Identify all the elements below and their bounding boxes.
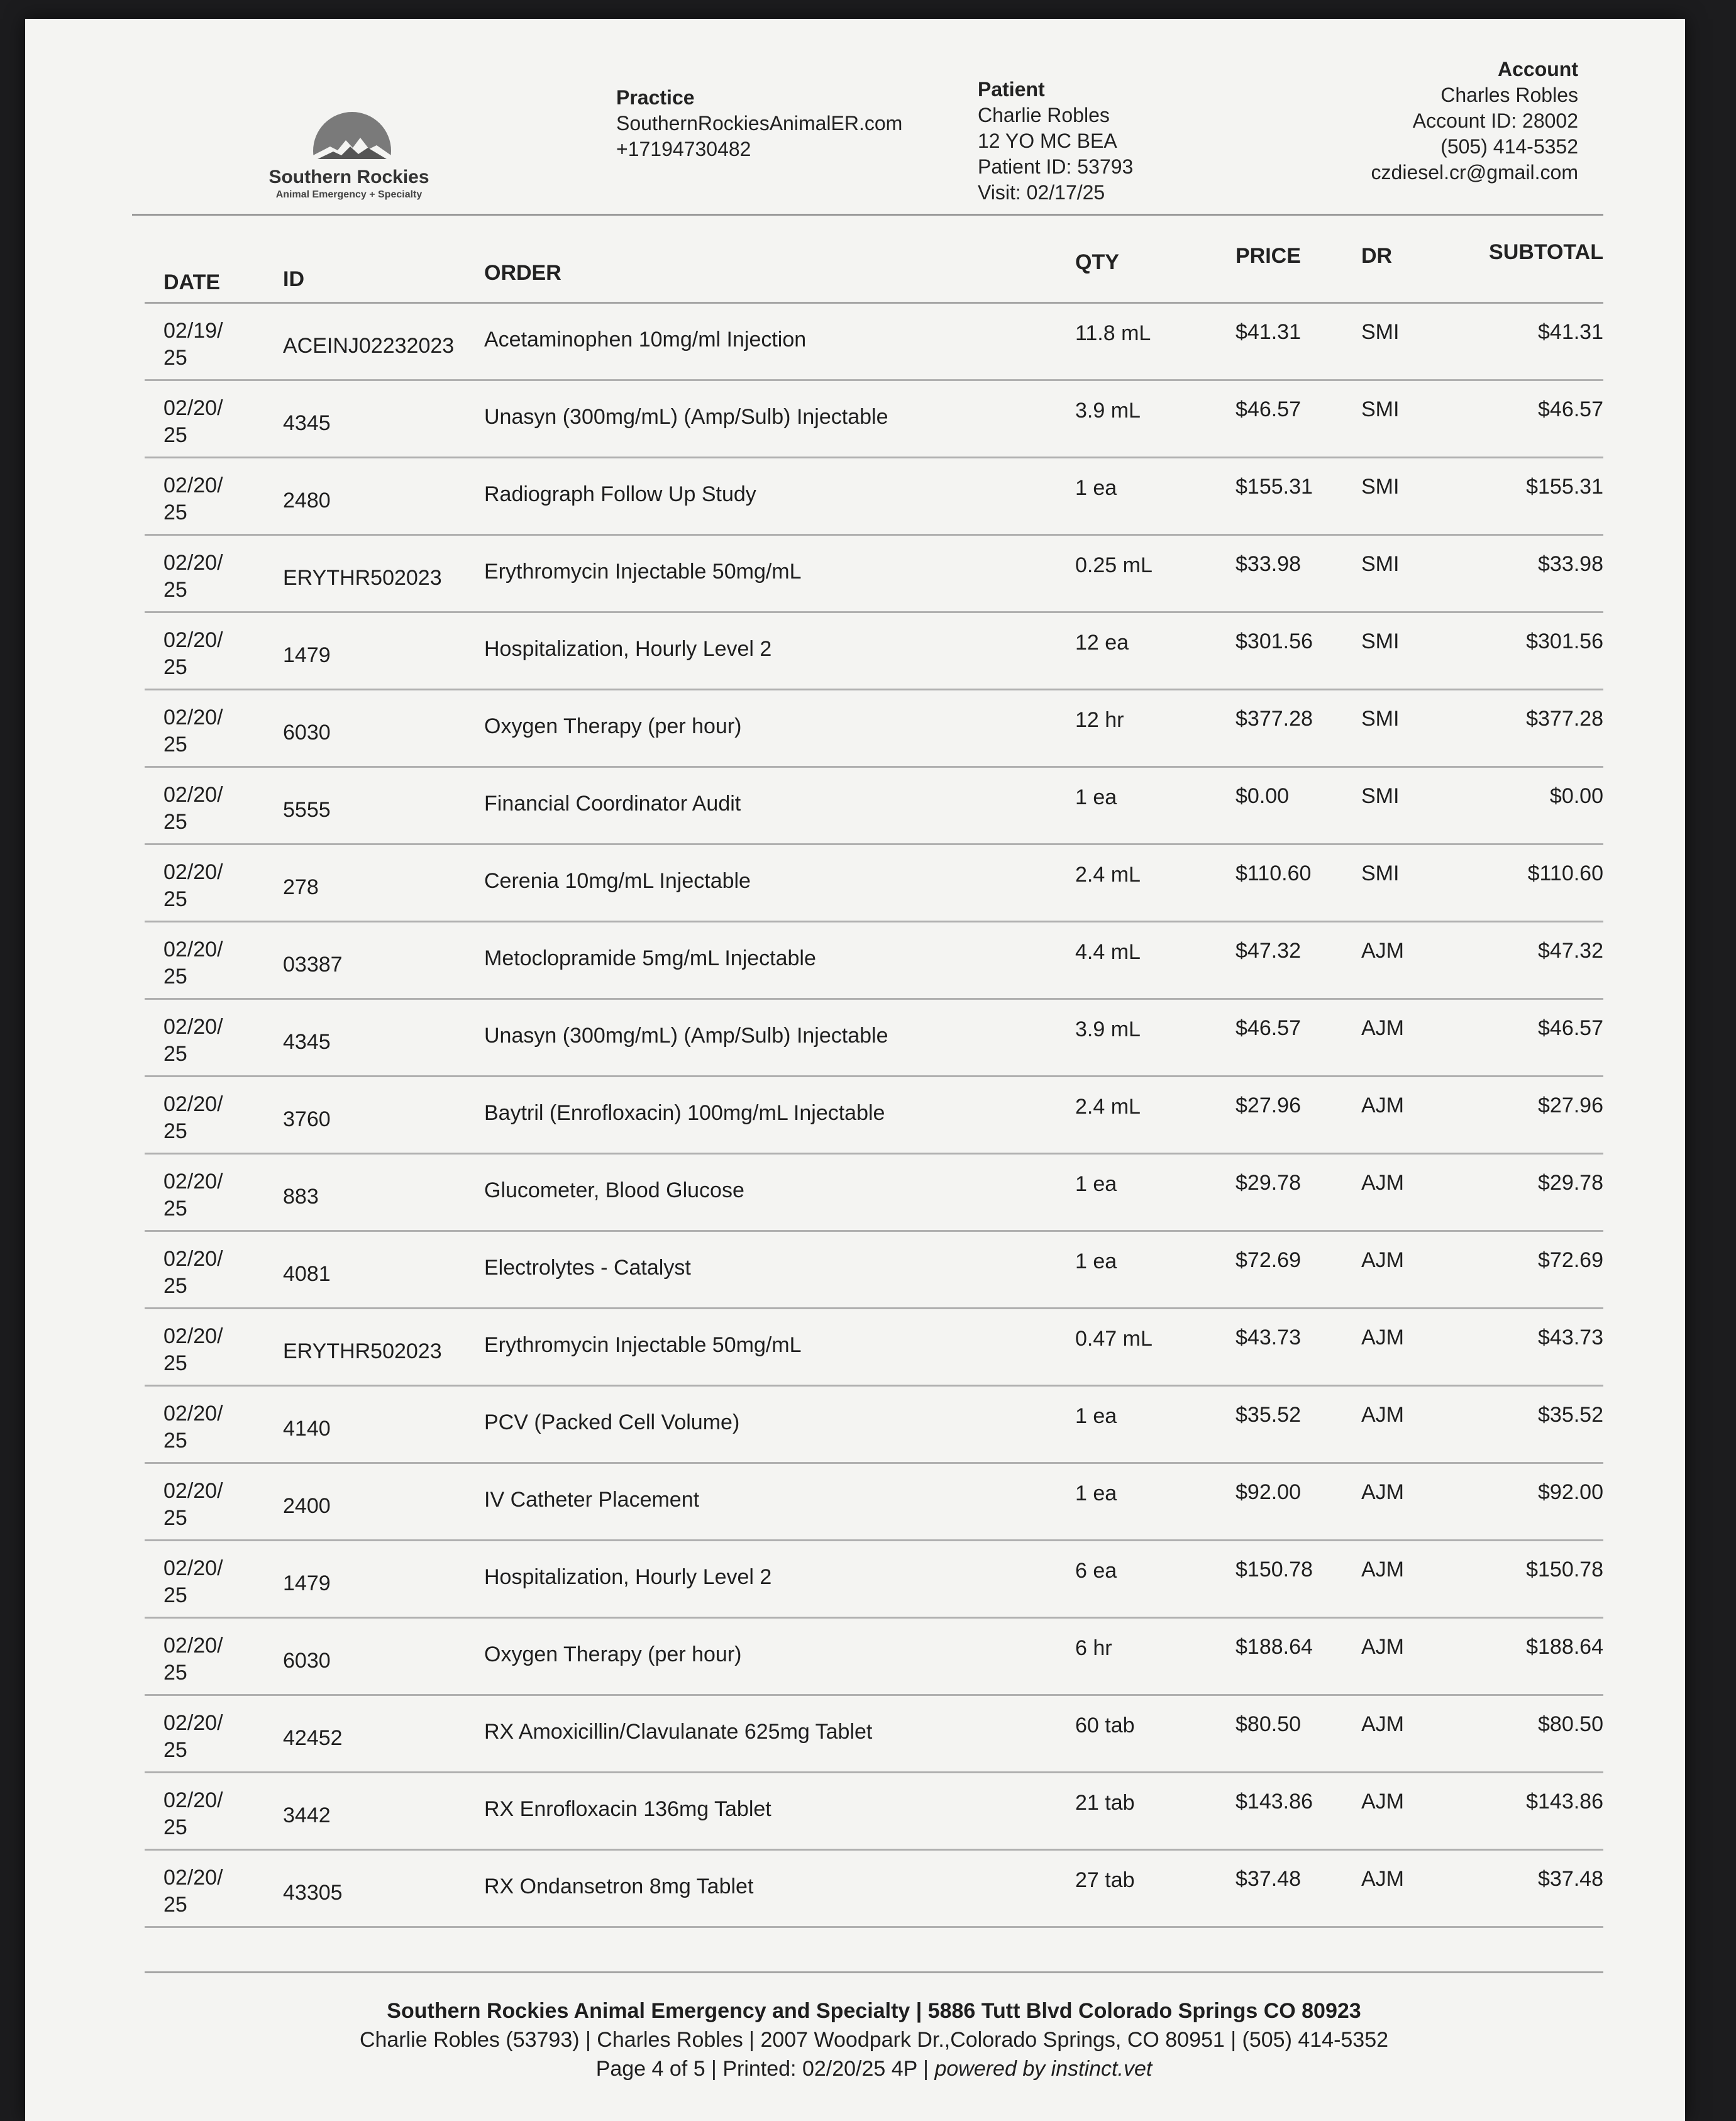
row-doctor: AJM	[1361, 1094, 1404, 1117]
row-date: 02/20/ 25	[163, 1711, 223, 1762]
row-doctor: AJM	[1361, 1480, 1404, 1504]
row-qty: 6 hr	[1075, 1636, 1112, 1660]
row-order: Oxygen Therapy (per hour)	[484, 1642, 742, 1666]
row-price: $46.57	[1236, 397, 1301, 421]
col-date: DATE	[163, 270, 221, 294]
row-id: 1479	[283, 643, 331, 667]
logo-name: Southern Rockies	[268, 167, 429, 187]
row-price: $35.52	[1236, 1403, 1301, 1427]
row-doctor: SMI	[1361, 475, 1400, 499]
row-qty: 60 tab	[1075, 1714, 1135, 1737]
table-row	[145, 1541, 1603, 1619]
row-order: Glucometer, Blood Glucose	[484, 1178, 744, 1202]
row-price: $72.69	[1236, 1248, 1301, 1272]
row-price: $41.31	[1236, 320, 1301, 344]
table-row	[145, 1851, 1603, 1928]
practice-info	[616, 85, 902, 162]
table-header	[145, 226, 1603, 304]
row-date: 02/20/ 25	[163, 1556, 223, 1607]
row-qty: 1 ea	[1075, 785, 1117, 809]
row-subtotal: $43.73	[1538, 1326, 1603, 1349]
table-row	[145, 1232, 1603, 1309]
charges-table	[145, 226, 1603, 1928]
row-id: 4345	[283, 1030, 331, 1054]
row-order: RX Amoxicillin/Clavulanate 625mg Tablet	[484, 1720, 873, 1744]
row-date: 02/20/ 25	[163, 1247, 223, 1298]
row-subtotal: $46.57	[1538, 397, 1603, 421]
patient-id: Patient ID: 53793	[978, 155, 1134, 178]
row-id: 6030	[283, 721, 331, 745]
row-qty: 4.4 mL	[1075, 940, 1141, 964]
table-row	[145, 1155, 1603, 1232]
row-order: Oxygen Therapy (per hour)	[484, 714, 742, 738]
col-price: PRICE	[1236, 244, 1301, 268]
row-qty: 6 ea	[1075, 1559, 1117, 1583]
row-date: 02/20/ 25	[163, 551, 223, 602]
row-qty: 1 ea	[1075, 1404, 1117, 1428]
invoice-page	[25, 19, 1685, 2121]
footer-practice-address: Southern Rockies Animal Emergency and Specialty | 5886 Tutt Blvd Colorado Springs CO 80923	[387, 1999, 1361, 2023]
footer-page-printed: Page 4 of 5 | Printed: 02/20/25 4P |	[595, 2057, 935, 2081]
row-qty: 2.4 mL	[1075, 1095, 1141, 1119]
row-subtotal: $37.48	[1538, 1867, 1603, 1891]
row-date: 02/20/ 25	[163, 1402, 223, 1453]
row-qty: 1 ea	[1075, 1249, 1117, 1273]
row-order: Financial Coordinator Audit	[484, 792, 741, 816]
row-date: 02/20/ 25	[163, 1092, 223, 1143]
row-id: ERYTHR502023	[283, 566, 442, 590]
row-qty: 1 ea	[1075, 1481, 1117, 1505]
row-date: 02/19/ 25	[163, 319, 223, 370]
row-id: 278	[283, 875, 319, 899]
row-subtotal: $46.57	[1538, 1016, 1603, 1040]
row-id: 03387	[283, 953, 343, 977]
row-qty: 2.4 mL	[1075, 863, 1141, 887]
row-subtotal: $92.00	[1538, 1480, 1603, 1504]
account-phone: (505) 414-5352	[1440, 135, 1578, 158]
row-id: 2400	[283, 1494, 331, 1518]
row-doctor: AJM	[1361, 1403, 1404, 1427]
row-price: $29.78	[1236, 1171, 1301, 1195]
col-dr: DR	[1361, 244, 1393, 268]
row-price: $188.64	[1236, 1635, 1313, 1659]
row-order: Erythromycin Injectable 50mg/mL	[484, 560, 802, 584]
table-row	[145, 458, 1603, 536]
row-subtotal: $0.00	[1549, 784, 1603, 808]
row-doctor: AJM	[1361, 939, 1404, 963]
row-order: Acetaminophen 10mg/ml Injection	[484, 328, 807, 352]
row-qty: 0.47 mL	[1075, 1327, 1153, 1351]
row-doctor: AJM	[1361, 1558, 1404, 1581]
row-doctor: AJM	[1361, 1248, 1404, 1272]
row-date: 02/20/ 25	[163, 860, 223, 911]
row-qty: 3.9 mL	[1075, 399, 1141, 423]
row-order: Baytril (Enrofloxacin) 100mg/mL Injectable	[484, 1101, 885, 1125]
table-row	[145, 1619, 1603, 1696]
row-order: Erythromycin Injectable 50mg/mL	[484, 1333, 802, 1357]
row-price: $27.96	[1236, 1094, 1301, 1117]
table-row	[145, 1000, 1603, 1077]
row-id: 3442	[283, 1803, 331, 1827]
patient-description: 12 YO MC BEA	[978, 130, 1117, 152]
row-doctor: SMI	[1361, 320, 1400, 344]
row-qty: 11.8 mL	[1075, 321, 1151, 345]
footer-client-info: Charlie Robles (53793) | Charles Robles | 2007 Woodpark Dr.,Colorado Springs, CO 80951 | (505) 414-5352	[359, 2028, 1389, 2052]
row-qty: 1 ea	[1075, 1172, 1117, 1196]
account-info	[1371, 57, 1578, 186]
row-subtotal: $27.96	[1538, 1094, 1603, 1117]
row-subtotal: $377.28	[1526, 707, 1603, 731]
row-id: 5555	[283, 798, 331, 822]
footer-powered-by: powered by instinct.vet	[934, 2057, 1153, 2081]
row-order: Unasyn (300mg/mL) (Amp/Sulb) Injectable	[484, 405, 888, 429]
row-date: 02/20/ 25	[163, 628, 223, 679]
row-subtotal: $47.32	[1538, 939, 1603, 963]
row-price: $33.98	[1236, 552, 1301, 576]
row-order: RX Ondansetron 8mg Tablet	[484, 1875, 754, 1898]
table-row	[145, 1773, 1603, 1851]
row-subtotal: $155.31	[1526, 475, 1603, 499]
row-date: 02/20/ 25	[163, 938, 223, 989]
row-price: $80.50	[1236, 1712, 1301, 1736]
row-order: Hospitalization, Hourly Level 2	[484, 637, 772, 661]
row-subtotal: $80.50	[1538, 1712, 1603, 1736]
row-doctor: SMI	[1361, 784, 1400, 808]
row-price: $301.56	[1236, 629, 1313, 653]
account-email: czdiesel.cr@gmail.com	[1371, 161, 1578, 184]
row-date: 02/20/ 25	[163, 783, 223, 834]
row-doctor: AJM	[1361, 1171, 1404, 1195]
row-date: 02/20/ 25	[163, 1170, 223, 1221]
account-id: Account ID: 28002	[1412, 109, 1578, 132]
row-date: 02/20/ 25	[163, 1788, 223, 1839]
table-row	[145, 1696, 1603, 1773]
row-subtotal: $35.52	[1538, 1403, 1603, 1427]
row-doctor: AJM	[1361, 1790, 1404, 1814]
row-subtotal: $41.31	[1538, 320, 1603, 344]
row-subtotal: $29.78	[1538, 1171, 1603, 1195]
table-row	[145, 1309, 1603, 1387]
table-row	[145, 845, 1603, 922]
row-order: RX Enrofloxacin 136mg Tablet	[484, 1797, 771, 1821]
row-id: 43305	[283, 1881, 343, 1905]
page-footer	[145, 1996, 1603, 2083]
row-date: 02/20/ 25	[163, 396, 223, 447]
row-price: $47.32	[1236, 939, 1301, 963]
row-qty: 12 ea	[1075, 631, 1129, 655]
col-order: ORDER	[484, 261, 561, 285]
account-label: Account	[1498, 58, 1578, 80]
row-doctor: AJM	[1361, 1016, 1404, 1040]
row-id: 883	[283, 1185, 319, 1209]
table-row	[145, 381, 1603, 458]
row-date: 02/20/ 25	[163, 706, 223, 756]
row-order: PCV (Packed Cell Volume)	[484, 1410, 740, 1434]
table-row	[145, 613, 1603, 690]
row-subtotal: $143.86	[1526, 1790, 1603, 1814]
row-subtotal: $301.56	[1526, 629, 1603, 653]
row-order: IV Catheter Placement	[484, 1488, 700, 1512]
logo-tagline: Animal Emergency + Specialty	[275, 189, 423, 200]
row-doctor: AJM	[1361, 1712, 1404, 1736]
account-name: Charles Robles	[1440, 84, 1578, 106]
table-row	[145, 1077, 1603, 1155]
row-date: 02/20/ 25	[163, 1324, 223, 1375]
row-price: $143.86	[1236, 1790, 1313, 1814]
row-id: 4140	[283, 1417, 331, 1441]
patient-label: Patient	[978, 78, 1045, 101]
row-date: 02/20/ 25	[163, 1634, 223, 1685]
row-subtotal: $72.69	[1538, 1248, 1603, 1272]
row-price: $43.73	[1236, 1326, 1301, 1349]
row-order: Unasyn (300mg/mL) (Amp/Sulb) Injectable	[484, 1024, 888, 1048]
patient-info	[978, 77, 1133, 206]
table-body	[145, 304, 1603, 1928]
table-row	[145, 690, 1603, 768]
row-doctor: AJM	[1361, 1867, 1404, 1891]
practice-label: Practice	[616, 86, 695, 109]
row-price: $155.31	[1236, 475, 1313, 499]
col-subtotal: SUBTOTAL	[1489, 240, 1603, 264]
row-price: $46.57	[1236, 1016, 1301, 1040]
practice-website: SouthernRockiesAnimalER.com	[616, 112, 903, 135]
row-qty: 12 hr	[1075, 708, 1124, 732]
row-doctor: AJM	[1361, 1635, 1404, 1659]
header-divider	[132, 214, 1603, 216]
footer-page-info	[145, 2054, 1603, 2083]
row-date: 02/20/ 25	[163, 1866, 223, 1917]
row-id: 3760	[283, 1107, 331, 1131]
row-date: 02/20/ 25	[163, 473, 223, 524]
row-price: $110.60	[1236, 861, 1312, 885]
row-id: 6030	[283, 1649, 331, 1673]
row-order: Metoclopramide 5mg/mL Injectable	[484, 946, 816, 970]
row-id: 2480	[283, 489, 331, 512]
row-qty: 21 tab	[1075, 1791, 1135, 1815]
row-date: 02/20/ 25	[163, 1479, 223, 1530]
footer-divider	[145, 1971, 1603, 1973]
row-doctor: SMI	[1361, 707, 1400, 731]
table-row	[145, 304, 1603, 381]
row-doctor: SMI	[1361, 552, 1400, 576]
row-price: $37.48	[1236, 1867, 1301, 1891]
row-order: Electrolytes - Catalyst	[484, 1256, 691, 1280]
row-price: $377.28	[1236, 707, 1313, 731]
row-id: ERYTHR502023	[283, 1339, 442, 1363]
row-id: 4345	[283, 411, 331, 435]
row-qty: 27 tab	[1075, 1868, 1135, 1892]
visit-date: Visit: 02/17/25	[978, 181, 1105, 204]
col-id: ID	[283, 267, 304, 291]
table-row	[145, 1464, 1603, 1541]
practice-logo	[242, 104, 456, 211]
row-id: ACEINJ02232023	[283, 334, 455, 358]
row-doctor: SMI	[1361, 397, 1400, 421]
row-subtotal: $33.98	[1538, 552, 1603, 576]
row-doctor: SMI	[1361, 861, 1400, 885]
table-row	[145, 922, 1603, 1000]
row-order: Cerenia 10mg/mL Injectable	[484, 869, 751, 893]
row-subtotal: $150.78	[1526, 1558, 1603, 1581]
row-id: 42452	[283, 1726, 343, 1750]
row-qty: 0.25 mL	[1075, 553, 1153, 577]
row-subtotal: $188.64	[1526, 1635, 1603, 1659]
row-price: $150.78	[1236, 1558, 1313, 1581]
col-qty: QTY	[1075, 250, 1119, 274]
row-doctor: AJM	[1361, 1326, 1404, 1349]
practice-phone: +17194730482	[616, 138, 751, 160]
table-row	[145, 536, 1603, 613]
row-order: Radiograph Follow Up Study	[484, 482, 756, 506]
table-row	[145, 768, 1603, 845]
row-subtotal: $110.60	[1527, 861, 1603, 885]
row-qty: 1 ea	[1075, 476, 1117, 500]
row-id: 1479	[283, 1571, 331, 1595]
patient-name: Charlie Robles	[978, 104, 1110, 126]
row-doctor: SMI	[1361, 629, 1400, 653]
row-id: 4081	[283, 1262, 331, 1286]
row-date: 02/20/ 25	[163, 1015, 223, 1066]
row-order: Hospitalization, Hourly Level 2	[484, 1565, 772, 1589]
table-row	[145, 1387, 1603, 1464]
row-price: $92.00	[1236, 1480, 1301, 1504]
row-qty: 3.9 mL	[1075, 1017, 1141, 1041]
row-price: $0.00	[1236, 784, 1290, 808]
